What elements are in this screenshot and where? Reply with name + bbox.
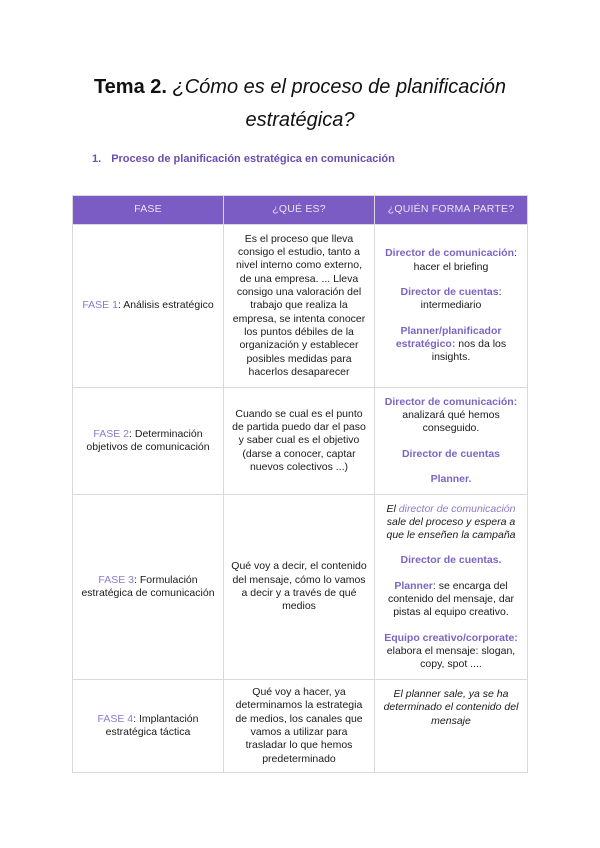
phase-cell — [73, 225, 224, 388]
header-quien-forma-parte: ¿QUIÉN FORMA PARTE? — [375, 196, 528, 225]
table-row — [73, 388, 528, 495]
who-cell — [375, 225, 528, 388]
who-role: Director de cuentas. — [400, 554, 502, 567]
section-heading — [92, 153, 395, 165]
who-role: Director de cuentas — [400, 286, 499, 299]
phase-name: : Análisis estratégico — [117, 299, 214, 312]
header-que-es: ¿QUÉ ES? — [224, 196, 375, 225]
header-fase: FASE — [73, 196, 224, 225]
section-number: 1. — [92, 153, 102, 165]
who-role: Equipo creativo/corporate: — [384, 631, 518, 644]
phase-label: FASE 3 — [98, 573, 134, 586]
who-intro-post: sale del proceso y espera a que le enseñen la campaña — [386, 515, 516, 542]
who-desc: nos da los insights. — [431, 337, 507, 364]
who-desc: se encarga del contenido del mensaje, dar pistas al equipo creativo. — [387, 579, 515, 619]
phase-label: FASE 4 — [97, 712, 134, 725]
page-title — [0, 71, 600, 137]
phase-name: : Implantación estratégica táctica — [105, 712, 199, 738]
what-cell: Qué voy a hacer, ya determinamos la estrategia de medios, los canales que vamos a utilizar para trasladar lo que hemos predeterminado — [224, 680, 375, 773]
who-sep: : — [514, 247, 517, 260]
section-heading-text: Proceso de planificación estratégica en comunicación — [111, 153, 395, 165]
who-role: Director de cuentas — [401, 447, 501, 460]
what-cell: Qué voy a decir, el contenido del mensaje, cómo lo vamos a decir y a través de qué medios — [224, 495, 375, 680]
who-sep: : — [432, 579, 436, 592]
who-role: Director de comunicación: — [384, 395, 518, 408]
title-topic: Tema 2. — [93, 76, 167, 98]
who-desc: hacer el briefing — [413, 260, 489, 273]
who-role: Planner. — [430, 472, 472, 485]
table-row — [73, 680, 528, 773]
title-question-line1: ¿Cómo es el proceso de planificación — [172, 76, 507, 98]
who-role: Planner/planificador estratégico: — [395, 324, 502, 350]
who-intro — [380, 503, 522, 543]
phase-name: : Determinación objetivos de comunicación — [86, 427, 210, 453]
who-role: Planner — [394, 579, 433, 592]
who-intro-pre: El — [386, 502, 399, 515]
phase-name: : Formulación estratégica de comunicación — [81, 573, 215, 599]
phases-table — [72, 195, 528, 773]
who-cell — [375, 495, 528, 680]
who-desc: elabora el mensaje: slogan, copy, spot .... — [386, 644, 516, 671]
phase-cell — [73, 388, 224, 495]
phase-label: FASE 1 — [82, 299, 118, 312]
table-row — [73, 495, 528, 680]
phase-label: FASE 2 — [93, 427, 130, 440]
who-intro-role: director de comunicación — [398, 502, 516, 515]
who-cell — [375, 388, 528, 495]
table-row — [73, 225, 528, 388]
who-sep: : — [498, 286, 502, 299]
who-cell: El planner sale, ya se ha determinado el contenido del mensaje — [375, 680, 528, 773]
phase-cell — [73, 680, 224, 773]
who-role: Director de comunicación — [385, 247, 515, 260]
who-desc: analizará qué hemos conseguido. — [402, 409, 500, 435]
title-question-line2: estratégica? — [245, 109, 355, 131]
table-header-row — [73, 196, 528, 225]
phase-cell — [73, 495, 224, 680]
what-cell: Es el proceso que lleva consigo el estudio, tanto a nivel interno como externo, de una empresa. ... Lleva consigo una valoración del trabajo que realiza la empresa, se intenta conocer los puntos débiles de la organización y establecer posibles medidas para hacerlos desaparecer — [224, 225, 375, 388]
what-cell: Cuando se cual es el punto de partida puedo dar el paso y saber cual es el objetivo (darse a conocer, captar nuevos colectivos ...) — [224, 388, 375, 495]
who-desc: intermediario — [420, 299, 482, 312]
